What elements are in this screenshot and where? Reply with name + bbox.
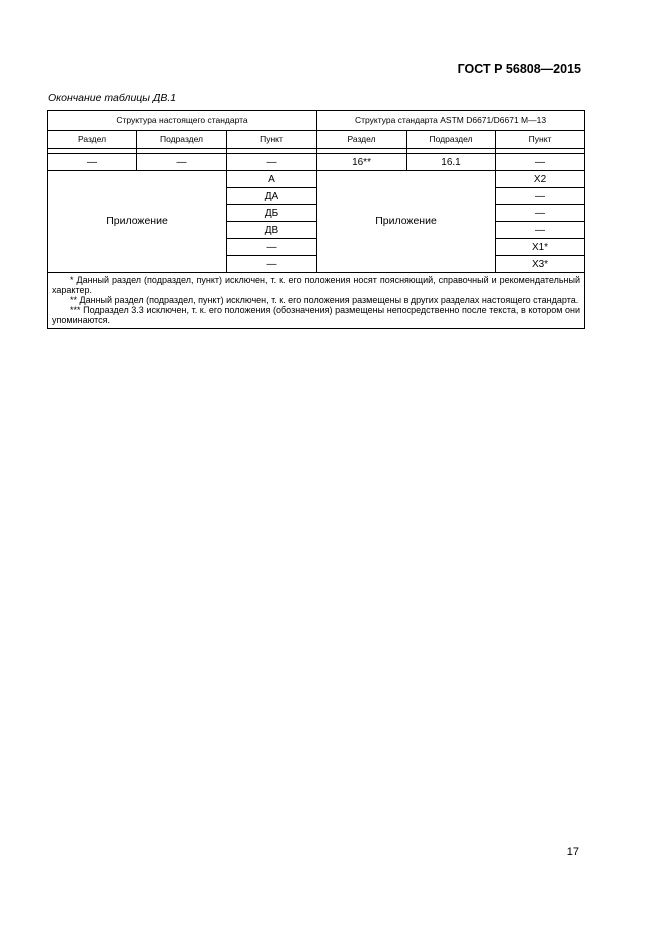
col-header-point-right: Пункт	[496, 131, 585, 149]
table-cell: ДВ	[227, 222, 317, 239]
table-cell: Х2	[496, 171, 585, 188]
col-header-subsection-right: Подраздел	[407, 131, 496, 149]
table-row	[48, 171, 585, 188]
group-header-astm: Структура стандарта ASTM D6671/D6671 M—13	[317, 111, 585, 131]
col-header-point-left: Пункт	[227, 131, 317, 149]
table-cell: Х1*	[496, 239, 585, 256]
table-cell: —	[496, 222, 585, 239]
table-cell: Х3*	[496, 256, 585, 273]
table-cell: —	[48, 154, 137, 171]
document-code: ГОСТ Р 56808—2015	[457, 62, 581, 76]
table-cell: А	[227, 171, 317, 188]
table-cell: —	[496, 188, 585, 205]
col-header-section-left: Раздел	[48, 131, 137, 149]
table-cell: —	[227, 154, 317, 171]
table-cell: 16.1	[407, 154, 496, 171]
col-header-subsection-left: Подраздел	[137, 131, 227, 149]
table-cell: —	[227, 256, 317, 273]
note-3: *** Подраздел 3.3 исключен, т. к. его положения (обозначения) размещены непосредственно после текста, в котором они упоминаются.	[52, 304, 581, 325]
page-number: 17	[566, 846, 579, 858]
group-header-current: Структура настоящего стандарта	[48, 111, 317, 131]
table-cell: ДА	[227, 188, 317, 205]
col-header-section-right: Раздел	[317, 131, 407, 149]
note-2: ** Данный раздел (подраздел, пункт) исключен, т. к. его положения размещены в других разделах настоящего стандарта.	[70, 294, 579, 305]
table-cell: —	[227, 239, 317, 256]
appendix-label-left: Приложение	[48, 171, 227, 273]
note-1: * Данный раздел (подраздел, пункт) исключен, т. к. его положения носят поясняющий, справочный и рекомендательный характер.	[52, 275, 581, 295]
table-row	[48, 154, 585, 171]
appendix-label-right: Приложение	[317, 171, 496, 273]
table-cell: —	[137, 154, 227, 171]
table-cell: ДБ	[227, 205, 317, 222]
table-cell: —	[496, 205, 585, 222]
structure-table	[47, 110, 585, 329]
table-caption: Окончание таблицы ДВ.1	[48, 92, 177, 104]
table-cell: —	[496, 154, 585, 171]
table-cell: 16**	[317, 154, 407, 171]
table-notes	[48, 273, 585, 329]
